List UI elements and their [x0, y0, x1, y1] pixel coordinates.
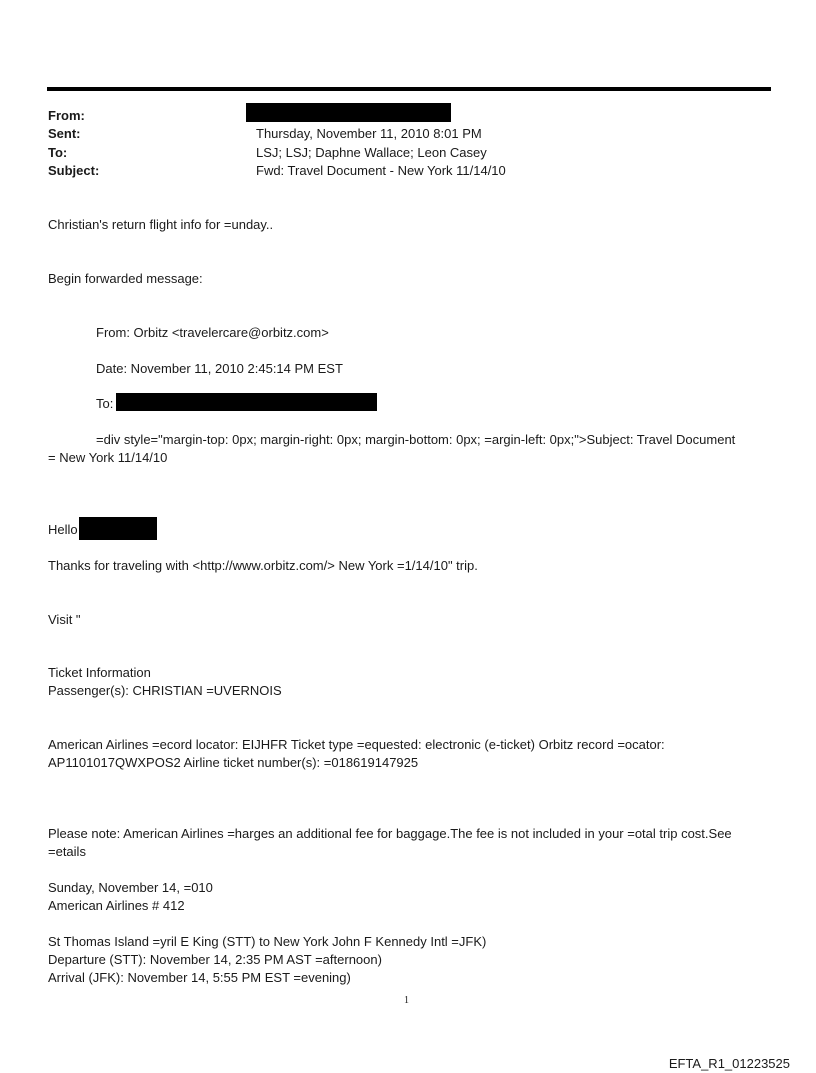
recipient-name-redaction — [79, 517, 157, 540]
thanks-text: Thanks for traveling with <http://www.orbitz.com/> New York =1/14/10" trip. — [48, 558, 478, 573]
baggage-note-line-2: =etails — [48, 844, 86, 859]
record-locator-line-2: AP1101017QWXPOS2 Airline ticket number(s): =018619147925 — [48, 755, 419, 770]
forwarded-div-line-1: =div style="margin-top: 0px; margin-right: 0px; margin-bottom: 0px; =argin-left: 0px;">Subject: Travel Document — [96, 432, 736, 447]
ticket-information-heading: Ticket Information — [48, 665, 151, 680]
to-row — [48, 144, 748, 164]
document-id-footer: EFTA_R1_01223525 — [668, 1056, 790, 1071]
from-redaction — [246, 103, 451, 122]
subject-value: Fwd: Travel Document - New York 11/14/10 — [256, 163, 506, 178]
to-label: To: — [48, 145, 68, 160]
header-rule — [47, 87, 771, 91]
hello-text: Hello — [48, 522, 78, 537]
page-number: 1 — [404, 995, 409, 1006]
forwarded-to-label: To: — [96, 396, 114, 411]
forwarded-to-redaction — [116, 393, 377, 411]
visit-text: Visit " — [48, 612, 81, 627]
intro-text: Christian's return flight info for =unday.. — [48, 217, 274, 232]
baggage-note-line-1: Please note: American Airlines =harges an additional fee for baggage.The fee is not included in your =otal trip cost.See — [48, 826, 732, 841]
forwarded-from: From: Orbitz <travelercare@orbitz.com> — [96, 325, 329, 340]
flight-arrival: Arrival (JFK): November 14, 5:55 PM EST =evening) — [48, 970, 351, 985]
flight-number: American Airlines # 412 — [48, 898, 185, 913]
flight-date: Sunday, November 14, =010 — [48, 880, 213, 895]
to-value: LSJ; LSJ; Daphne Wallace; Leon Casey — [256, 145, 487, 160]
sent-value: Thursday, November 11, 2010 8:01 PM — [256, 126, 482, 141]
forwarded-div-line-2: = New York 11/14/10 — [48, 450, 168, 465]
flight-route: St Thomas Island =yril E King (STT) to New York John F Kennedy Intl =JFK) — [48, 934, 487, 949]
passengers-text: Passenger(s): CHRISTIAN =UVERNOIS — [48, 683, 282, 698]
subject-label: Subject: — [48, 163, 100, 178]
flight-departure: Departure (STT): November 14, 2:35 PM AST =afternoon) — [48, 952, 382, 967]
forwarded-date: Date: November 11, 2010 2:45:14 PM EST — [96, 361, 343, 376]
record-locator-line-1: American Airlines =ecord locator: EIJHFR Ticket type =equested: electronic (e-ticket) Orbitz record =ocator: — [48, 737, 665, 752]
subject-row — [48, 162, 748, 182]
sent-row — [48, 125, 748, 145]
sent-label: Sent: — [48, 126, 81, 141]
from-row — [48, 107, 748, 127]
from-label: From: — [48, 108, 85, 123]
begin-forwarded-text: Begin forwarded message: — [48, 271, 203, 286]
